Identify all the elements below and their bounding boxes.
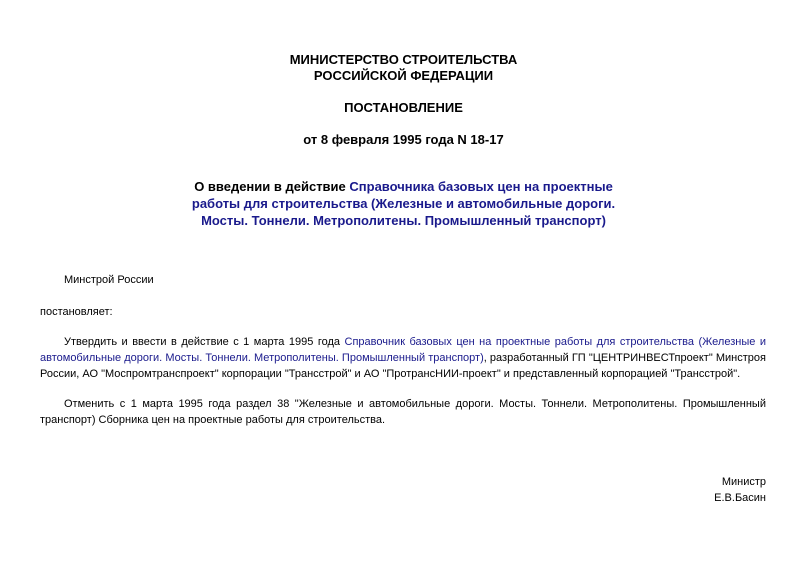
paragraph-approve-link[interactable]: Справочник базовых цен на проектные работы для строительства (Железные и автомобильные дороги. Мосты. Тоннели. Метрополитены. Промышленный транспорт) <box>40 336 766 364</box>
paragraph-approve <box>40 334 766 382</box>
signature-name: Е.В.Басин <box>714 492 766 504</box>
resolves-text: постановляет: <box>40 306 113 318</box>
title-link[interactable]: Справочника базовых цен на проектные работы для строительства (Железные и автомобильные дороги. Мосты. Тоннели. Метрополитены. Промышленный транспорт) <box>191 179 616 228</box>
document-type: ПОСТАНОВЛЕНИЕ <box>344 100 463 115</box>
paragraph-approve-prefix: Утвердить и ввести в действие с 1 марта 1995 года <box>64 336 345 348</box>
document-date: от 8 февраля 1995 года N 18-17 <box>303 132 504 147</box>
paragraph-approve-suffix: , разработанный ГП "ЦЕНТРИНВЕСТпроект" Минстроя России, АО "Моспромтранспроект" корпорации "Трансстрой" и АО "ПротрансНИИ-проект" и представленный корпорацией "Трансстрой". <box>40 352 766 380</box>
signature-position: Министр <box>721 476 766 488</box>
ministry-name-line1: МИНИСТЕРСТВО СТРОИТЕЛЬСТВА <box>289 52 518 67</box>
title-prefix: О введении в действие <box>194 179 350 194</box>
ministry-name-line2: РОССИЙСКОЙ ФЕДЕРАЦИИ <box>313 68 494 83</box>
paragraph-cancel: Отменить с 1 марта 1995 года раздел 38 "Железные и автомобильные дороги. Мосты. Тоннели. Метрополитены. Промышленный транспорт) Сборника цен на проектные работы для строительства. <box>40 398 766 426</box>
document-title <box>190 178 617 229</box>
issuer-text: Минстрой России <box>64 274 154 286</box>
